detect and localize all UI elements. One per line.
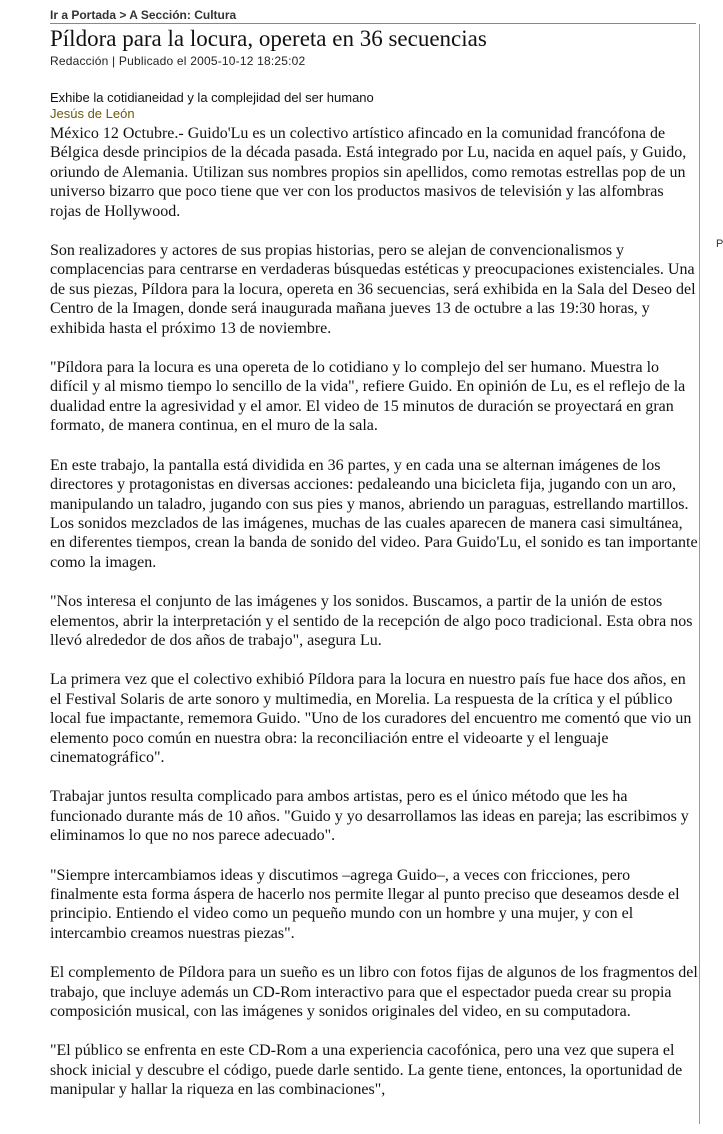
header-divider [50, 23, 696, 24]
article-paragraph: "El público se enfrenta en este CD-Rom a una experiencia cacofónica, pero una vez que supera el shock inicial y descubre el código, puede darle sentido. La gente tiene, entonces, la oportunidad de manipular y hallar la riqueza en las combinaciones", [50, 1042, 683, 1099]
article-body [50, 124, 698, 1120]
article-paragraph: México 12 Octubre.- Guido'Lu es un colectivo artístico afincado en la comunidad francófona de Bélgica desde principios de la década pasada. Está integrado por Lu, nacida en aquel país, y Guido, oriundo de Alemania. Utilizan sus nombres propios sin apellidos, como remotas estrellas pop de un universo bizarro que poco tiene que ver con los productos masivos de televisión y las alfombras rojas de Hollywood. [50, 125, 687, 220]
article-paragraph: "Nos interesa el conjunto de las imágenes y los sonidos. Buscamos, a partir de la unión de estos elementos, abrir la interpretación y el sentido de la recepción de algo poco tradicional. Esta obra nos llevó alrededor de dos años de trabajo", asegura Lu. [50, 593, 693, 649]
breadcrumb [50, 8, 236, 22]
article-title: Píldora para la locura, opereta en 36 secuencias [50, 26, 487, 51]
article-paragraph: En este trabajo, la pantalla está dividida en 36 partes, y en cada una se alternan imágenes de los directores y protagonistas en diversas acciones: pedaleando una bicicleta fija, jugando con un aro, manipulando un taladro, jugando con sus pies y manos, abriendo un paraguas, estrellando martillos. Los sonidos mezclados de las imágenes, muchas de las cuales aparecen de manera casi simultánea, en diferentes tiempos, crean la banda de sonido del video. Para Guido'Lu, el sonido es tan importante como la imagen. [50, 456, 698, 571]
breadcrumb-section-link[interactable]: Cultura [194, 8, 237, 22]
article-paragraph: "Píldora para la locura es una opereta de lo cotidiano y lo complejo del ser humano. Muestra lo difícil y al mismo tiempo lo sencillo de la vida", refiere Guido. En opinión de Lu, es el reflejo de la dualidad entre la agresividad y el amor. El video de 15 minutos de duración se proyectará en gran formato, de manera continua, en el muro de la sala. [50, 359, 686, 435]
article-subtitle: Exhibe la cotidianeidad y la complejidad del ser humano [50, 90, 374, 105]
article-paragraph: "Siempre intercambiamos ideas y discutimos –agrega Guido–, a veces con fricciones, pero finalmente esta forma áspera de hacerlo nos permite llegar al punto preciso que deseamos desde el principio. Entiendo el video como un pequeño mundo con un hombre y una mujer, y con el intercambio creamos nuestras piezas". [50, 866, 680, 942]
article-paragraph: Son realizadores y actores de sus propias historias, pero se alejan de convencionalismos y complacencias para centrarse en verdaderas búsquedas estéticas y preocupaciones existenciales. Una de sus piezas, Píldora para la locura, opereta en 36 secuencias, será exhibida en la Sala del Deseo del Centro de la Imagen, donde será inaugurada mañana jueves 13 de octubre a las 19:30 horas, y exhibida hasta el próximo 13 de noviembre. [50, 242, 696, 337]
column-divider [699, 24, 700, 1124]
clipped-side-text: P [716, 238, 723, 250]
article-paragraph: El complemento de Píldora para un sueño es un libro con fotos fijas de algunos de los fragmentos del trabajo, que incluye además un CD-Rom interactivo para que el espectador pueda crear su propia composición musical, con las imágenes y sonidos originales del video, en su computadora. [50, 964, 698, 1021]
article-paragraph: Trabajar juntos resulta complicado para ambos artistas, pero es el único método que les ha funcionado durante más de 10 años. "Guido y yo desarrollamos las ideas en pareja; las escribimos y eliminamos lo que no nos parece adecuado". [50, 788, 689, 845]
breadcrumb-home-link[interactable]: Ir a Portada [50, 8, 117, 22]
article-paragraph: La primera vez que el colectivo exhibió Píldora para la locura en nuestro país fue hace dos años, en el Festival Solaris de arte sonoro y multimedia, en Morelia. La respuesta de la crítica y el público local fue impactante, rememora Guido. "Uno de los curadores del encuentro me comentó que vio un elemento poco común en nuestra obra: la reconciliación entre el videoarte y el lenguaje cinematográfico". [50, 671, 692, 766]
article-author: Jesús de León [50, 106, 135, 121]
breadcrumb-section-prefix: A Sección: [129, 8, 191, 22]
article-meta: Redacción | Publicado el 2005-10-12 18:25:02 [50, 54, 306, 68]
breadcrumb-separator: > [119, 8, 127, 22]
